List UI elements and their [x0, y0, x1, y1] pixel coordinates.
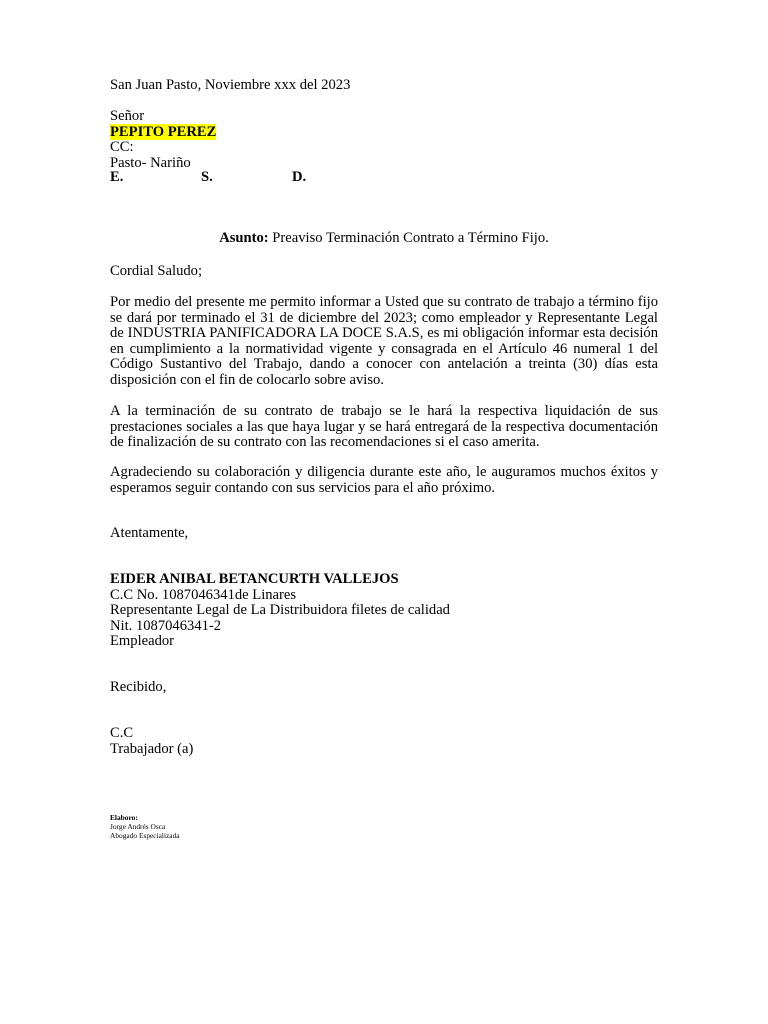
body-paragraph-2: A la terminación de su contrato de trabajo se le hará la respectiva liquidación de sus prestaciones sociales a las que haya lugar y se hará entregará de la respectiva documentación de finalización de su contrato con las recomendaciones si el caso amerita. — [110, 403, 658, 451]
footer-label: Elaboro: — [110, 813, 138, 822]
footer-author: Jorge Andrés Osca — [110, 822, 166, 831]
worker-id-label: C.C — [110, 725, 134, 741]
signer-title: Empleador — [110, 633, 175, 650]
recipient-block — [110, 109, 658, 171]
body-paragraph-1: Por medio del presente me permito informar a Usted que su contrato de trabajo a término fijo se dará por terminado el 31 de diciembre del 2023; como empleador y Representante Legal de INDUSTRIA PANIFICADORA LA DOCE S.A.S, es mi obligación informar esta decisión en cumplimiento a la normatividad vigente y consagrada en el Artículo 46 numeral 1 del Código Sustantivo del Trabajo, dando a conocer con antelación a treinta (30) días esta disposición con el fin de colocarlo sobre aviso. — [110, 294, 658, 388]
place-date: San Juan Pasto, Noviembre xxx del 2023 — [110, 77, 351, 93]
recipient-city: Pasto- Nariño — [110, 154, 191, 171]
signer-id: C.C No. 1087046341de Linares — [110, 586, 297, 603]
subject-label: Asunto: — [219, 229, 269, 246]
footer-role: Abogado Especializada — [110, 831, 180, 840]
recipient-id-label: CC: — [110, 139, 134, 156]
esd-e: E. — [110, 169, 124, 185]
esd-d: D. — [292, 169, 307, 185]
signer-nit: Nit. 1087046341-2 — [110, 617, 222, 634]
signer-block — [110, 572, 658, 650]
recipient-salutation: Señor — [110, 108, 145, 124]
footer-credit — [110, 813, 180, 840]
worker-block — [110, 726, 658, 757]
signer-role: Representante Legal de La Distribuidora filetes de calidad — [110, 602, 450, 619]
greeting: Cordial Saludo; — [110, 263, 203, 279]
body-paragraph-3: Agradeciendo su colaboración y diligencia durante este año, le auguramos muchos éxitos y esperamos seguir contando con sus servicios para el año próximo. — [110, 464, 658, 496]
signer-name: EIDER ANIBAL BETANCURTH VALLEJOS — [110, 571, 399, 587]
closing: Atentamente, — [110, 525, 189, 541]
worker-title: Trabajador (a) — [110, 740, 194, 757]
recipient-name: PEPITO PEREZ — [110, 123, 217, 140]
received-label: Recibido, — [110, 679, 167, 695]
subject-line — [110, 231, 658, 247]
subject-text: Preaviso Terminación Contrato a Término Fijo. — [268, 229, 549, 246]
esd-s: S. — [201, 169, 213, 185]
